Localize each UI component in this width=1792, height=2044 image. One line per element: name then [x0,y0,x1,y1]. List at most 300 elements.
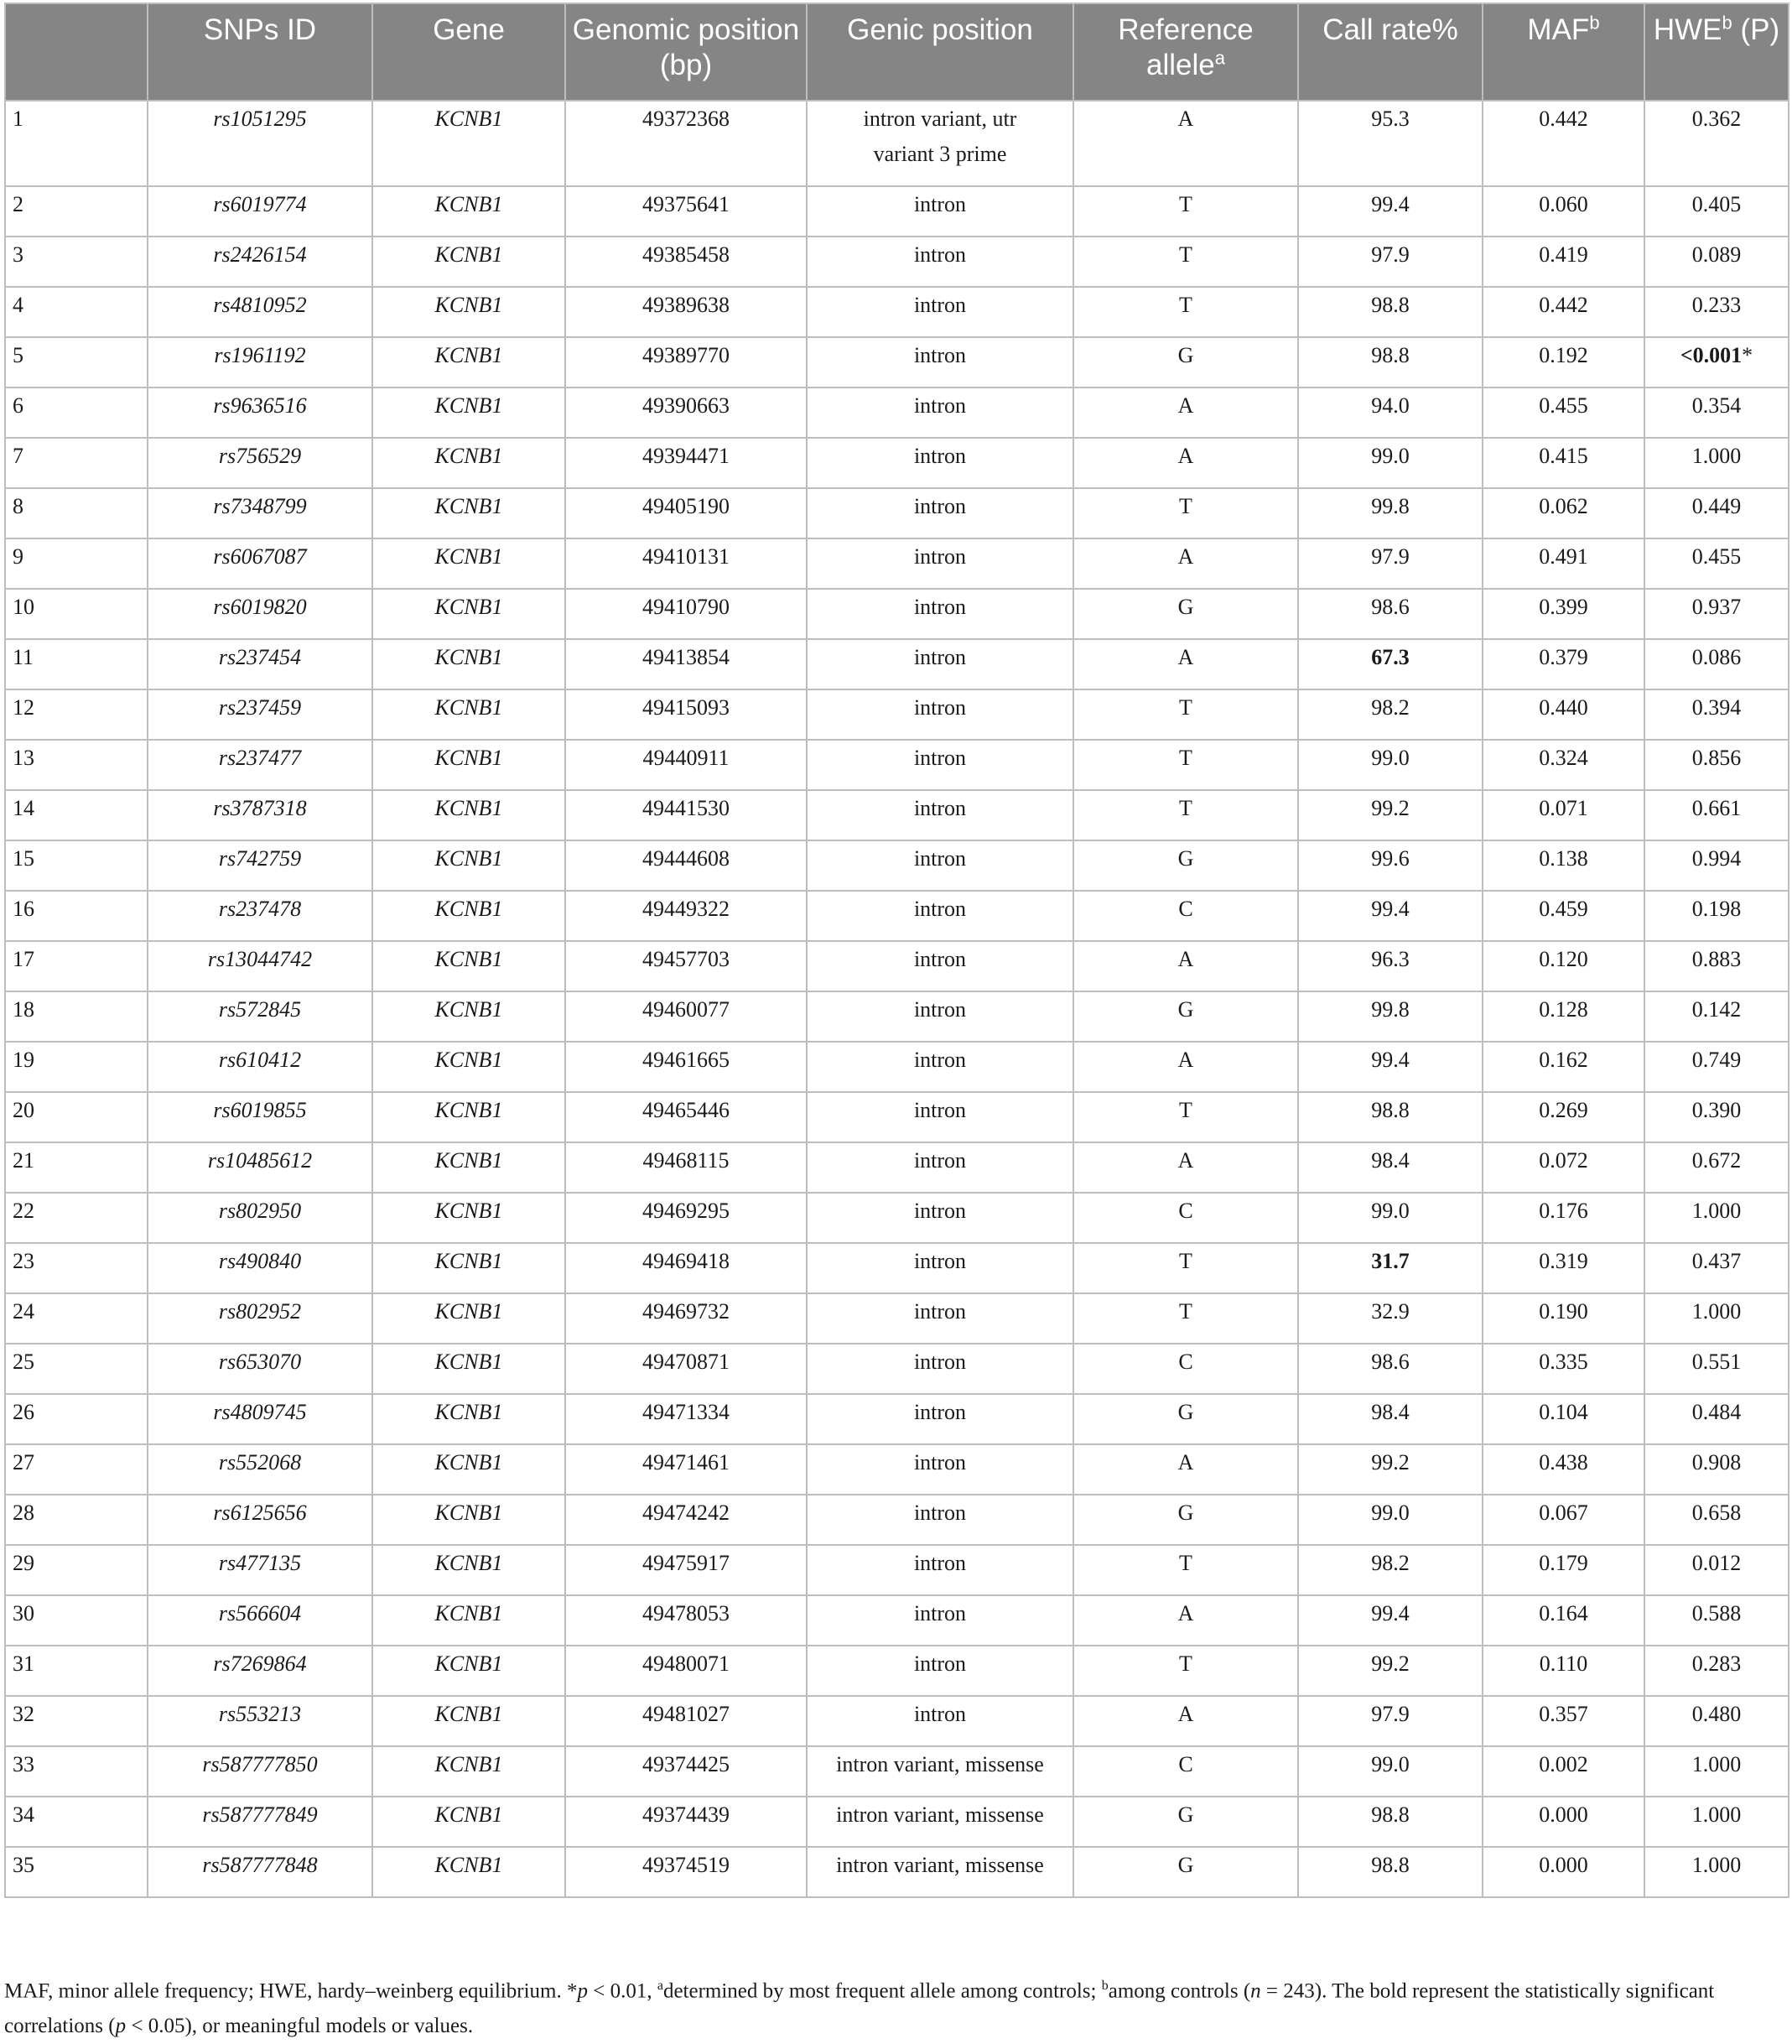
row-index: 18 [5,991,148,1042]
reference-allele: C [1073,1344,1298,1394]
genomic-position: 49469732 [565,1293,807,1344]
hwe-value: 0.994 [1644,840,1789,891]
hwe-value: 0.856 [1644,740,1789,790]
header-snps-id [148,3,372,101]
row-index: 5 [5,337,148,387]
call-rate: 99.8 [1298,991,1483,1042]
hwe-value: 0.937 [1644,589,1789,639]
snp-id: rs4810952 [148,287,372,337]
maf-value: 0.379 [1483,639,1644,689]
reference-allele: G [1073,1797,1298,1847]
hwe-value: 0.661 [1644,790,1789,840]
genomic-position: 49410131 [565,538,807,589]
hwe-value: 0.551 [1644,1344,1789,1394]
maf-value: 0.060 [1483,186,1644,237]
call-rate: 98.6 [1298,589,1483,639]
genic-position: intron variant, missense [807,1746,1073,1797]
snp-id: rs7348799 [148,488,372,538]
maf-value: 0.071 [1483,790,1644,840]
footnote-text: among controls ( [1108,1979,1251,2003]
genomic-position: 49461665 [565,1042,807,1092]
table-row [5,1646,1789,1696]
genic-position: intron [807,1042,1073,1092]
snp-table [4,3,1789,1898]
call-rate: 99.2 [1298,1444,1483,1495]
hwe-value: 0.658 [1644,1495,1789,1545]
row-index: 12 [5,689,148,740]
maf-value: 0.459 [1483,891,1644,941]
reference-allele: A [1073,639,1298,689]
gene-name: KCNB1 [372,1444,565,1495]
reference-allele: T [1073,186,1298,237]
header-label: SNPs ID [203,13,317,46]
footnote-text: = 243). The bold represent the statistically significant correlations ( [4,1979,1715,2038]
snp-id: rs3787318 [148,790,372,840]
footnote-text: MAF, minor allele frequency; HWE, hardy–weinberg equilibrium. * [4,1979,578,2003]
snp-id: rs6019855 [148,1092,372,1142]
gene-name: KCNB1 [372,287,565,337]
genomic-position: 49389638 [565,287,807,337]
row-index: 4 [5,287,148,337]
genic-position: intron [807,991,1073,1042]
row-index: 19 [5,1042,148,1092]
maf-value: 0.120 [1483,941,1644,991]
snp-id: rs237454 [148,639,372,689]
header-label: Genic position [847,13,1033,46]
maf-value: 0.000 [1483,1847,1644,1897]
reference-allele: A [1073,538,1298,589]
genic-position: intron [807,1696,1073,1746]
call-rate: 98.8 [1298,287,1483,337]
header-label: Call rate% [1322,13,1458,46]
row-index: 2 [5,186,148,237]
row-index: 10 [5,589,148,639]
snp-id: rs477135 [148,1545,372,1595]
table-row [5,1495,1789,1545]
call-rate: 98.8 [1298,337,1483,387]
call-rate: 98.8 [1298,1092,1483,1142]
gene-name: KCNB1 [372,438,565,488]
maf-value: 0.419 [1483,237,1644,287]
header-label: HWE [1653,13,1722,46]
row-index: 22 [5,1193,148,1243]
genic-position: intron [807,1243,1073,1293]
hwe-value: 0.283 [1644,1646,1789,1696]
gene-name: KCNB1 [372,1495,565,1545]
maf-value: 0.491 [1483,538,1644,589]
hwe-value: 0.672 [1644,1142,1789,1193]
significant-value: <0.001 [1680,343,1743,367]
table-row [5,488,1789,538]
reference-allele: T [1073,689,1298,740]
genic-position: intron variant, missense [807,1797,1073,1847]
maf-value: 0.128 [1483,991,1644,1042]
genomic-position: 49385458 [565,237,807,287]
table-row [5,438,1789,488]
row-index: 1 [5,101,148,186]
maf-value: 0.062 [1483,488,1644,538]
reference-allele: A [1073,1595,1298,1646]
hwe-value: 0.086 [1644,639,1789,689]
table-row [5,991,1789,1042]
table-row [5,1394,1789,1444]
row-index: 29 [5,1545,148,1595]
header-genic-position [807,3,1073,101]
reference-allele: G [1073,337,1298,387]
reference-allele: G [1073,991,1298,1042]
snp-id: rs610412 [148,1042,372,1092]
hwe-value: 0.588 [1644,1595,1789,1646]
call-rate: 98.6 [1298,1344,1483,1394]
gene-name: KCNB1 [372,488,565,538]
snp-id: rs6019820 [148,589,372,639]
maf-value: 0.176 [1483,1193,1644,1243]
row-index: 31 [5,1646,148,1696]
table-row [5,740,1789,790]
genomic-position: 49468115 [565,1142,807,1193]
reference-allele: T [1073,1545,1298,1595]
snp-id: rs6067087 [148,538,372,589]
snp-id: rs756529 [148,438,372,488]
header-superscript: b [1722,12,1732,34]
genomic-position: 49390663 [565,387,807,438]
table-row [5,538,1789,589]
hwe-value: 0.142 [1644,991,1789,1042]
reference-allele: T [1073,287,1298,337]
call-rate: 97.9 [1298,538,1483,589]
genomic-position: 49471461 [565,1444,807,1495]
genomic-position: 49394471 [565,438,807,488]
gene-name: KCNB1 [372,1595,565,1646]
row-index: 23 [5,1243,148,1293]
reference-allele: T [1073,740,1298,790]
maf-value: 0.162 [1483,1042,1644,1092]
reference-allele: T [1073,790,1298,840]
table-row [5,840,1789,891]
table-row [5,387,1789,438]
footnote-p-symbol: p [577,1979,588,2003]
header-maf [1483,3,1644,101]
genic-position: intron [807,740,1073,790]
table-row [5,1092,1789,1142]
table-body [5,101,1789,1897]
table-row [5,1595,1789,1646]
call-rate: 99.6 [1298,840,1483,891]
hwe-value: 0.390 [1644,1092,1789,1142]
table-row [5,337,1789,387]
reference-allele: A [1073,438,1298,488]
genic-position: intron variant, utr variant 3 prime [807,101,1073,186]
call-rate: 99.2 [1298,790,1483,840]
row-index: 21 [5,1142,148,1193]
table-row [5,1193,1789,1243]
gene-name: KCNB1 [372,1092,565,1142]
hwe-value: 0.354 [1644,387,1789,438]
call-rate: 99.2 [1298,1646,1483,1696]
table-row [5,1847,1789,1897]
snp-id: rs2426154 [148,237,372,287]
reference-allele: C [1073,1746,1298,1797]
gene-name: KCNB1 [372,237,565,287]
gene-name: KCNB1 [372,941,565,991]
gene-name: KCNB1 [372,891,565,941]
call-rate: 99.0 [1298,740,1483,790]
call-rate: 99.0 [1298,438,1483,488]
snp-id: rs572845 [148,991,372,1042]
snp-id: rs1051295 [148,101,372,186]
maf-value: 0.192 [1483,337,1644,387]
significance-marker: * [1742,343,1753,367]
genomic-position: 49415093 [565,689,807,740]
table-row [5,790,1789,840]
genomic-position: 49457703 [565,941,807,991]
call-rate: 32.9 [1298,1293,1483,1344]
row-index: 26 [5,1394,148,1444]
call-rate: 99.0 [1298,1495,1483,1545]
hwe-value: 0.362 [1644,101,1789,186]
snp-id: rs6019774 [148,186,372,237]
genic-position: intron [807,790,1073,840]
snp-id: rs10485612 [148,1142,372,1193]
reference-allele: G [1073,1847,1298,1897]
row-index: 6 [5,387,148,438]
maf-value: 0.138 [1483,840,1644,891]
snp-id: rs587777848 [148,1847,372,1897]
genic-position: intron [807,1545,1073,1595]
hwe-value: 0.749 [1644,1042,1789,1092]
maf-value: 0.399 [1483,589,1644,639]
reference-allele: T [1073,1646,1298,1696]
footnote-text: < 0.01, [587,1979,657,2003]
header-superscript: a [1214,47,1225,69]
genic-position: intron [807,1495,1073,1545]
call-rate: 95.3 [1298,101,1483,186]
snp-id: rs9636516 [148,387,372,438]
gene-name: KCNB1 [372,1344,565,1394]
snp-id: rs587777850 [148,1746,372,1797]
gene-name: KCNB1 [372,689,565,740]
table-row [5,237,1789,287]
reference-allele: C [1073,1193,1298,1243]
snp-id: rs742759 [148,840,372,891]
gene-name: KCNB1 [372,186,565,237]
hwe-value: 0.089 [1644,237,1789,287]
row-index: 32 [5,1696,148,1746]
hwe-value: 0.394 [1644,689,1789,740]
hwe-value: 0.908 [1644,1444,1789,1495]
table-row [5,689,1789,740]
genic-position: intron [807,186,1073,237]
row-index: 13 [5,740,148,790]
hwe-value: 0.233 [1644,287,1789,337]
call-rate: 98.8 [1298,1797,1483,1847]
hwe-value: 0.198 [1644,891,1789,941]
footnote-p-symbol: p [115,2015,127,2038]
gene-name: KCNB1 [372,337,565,387]
genomic-position: 49374519 [565,1847,807,1897]
genic-position: intron [807,488,1073,538]
gene-name: KCNB1 [372,740,565,790]
table-row [5,1696,1789,1746]
hwe-value: 0.449 [1644,488,1789,538]
genomic-position: 49441530 [565,790,807,840]
row-index: 16 [5,891,148,941]
call-rate: 98.8 [1298,1847,1483,1897]
maf-value: 0.440 [1483,689,1644,740]
genic-position: intron [807,941,1073,991]
genic-position: intron [807,1344,1073,1394]
maf-value: 0.415 [1483,438,1644,488]
snp-id: rs490840 [148,1243,372,1293]
header-row [5,3,1789,101]
row-index: 24 [5,1293,148,1344]
table-row [5,1797,1789,1847]
hwe-value: 0.484 [1644,1394,1789,1444]
call-rate: 97.9 [1298,1696,1483,1746]
snp-id: rs802950 [148,1193,372,1243]
table-row [5,1444,1789,1495]
header-index [5,3,148,101]
table-footnote [4,1969,1788,2044]
snp-id: rs1961192 [148,337,372,387]
reference-allele: A [1073,1142,1298,1193]
header-suffix: (P) [1732,13,1780,46]
maf-value: 0.357 [1483,1696,1644,1746]
footnote-sup-b: b [1101,1979,1109,1993]
maf-value: 0.000 [1483,1797,1644,1847]
hwe-value: 1.000 [1644,1847,1789,1897]
reference-allele: C [1073,891,1298,941]
table-row [5,1243,1789,1293]
table-row [5,1545,1789,1595]
genic-position: intron variant, missense [807,1847,1073,1897]
maf-value: 0.438 [1483,1444,1644,1495]
reference-allele: A [1073,941,1298,991]
hwe-value: 1.000 [1644,1797,1789,1847]
hwe-value: 0.405 [1644,186,1789,237]
row-index: 33 [5,1746,148,1797]
row-index: 35 [5,1847,148,1897]
snp-id: rs4809745 [148,1394,372,1444]
gene-name: KCNB1 [372,1847,565,1897]
row-index: 30 [5,1595,148,1646]
genomic-position: 49460077 [565,991,807,1042]
reference-allele: A [1073,1444,1298,1495]
gene-name: KCNB1 [372,1293,565,1344]
genomic-position: 49410790 [565,589,807,639]
reference-allele: G [1073,840,1298,891]
maf-value: 0.104 [1483,1394,1644,1444]
table-row [5,1042,1789,1092]
gene-name: KCNB1 [372,1646,565,1696]
call-rate: 99.0 [1298,1746,1483,1797]
gene-name: KCNB1 [372,589,565,639]
snp-id: rs587777849 [148,1797,372,1847]
genomic-position: 49372368 [565,101,807,186]
gene-name: KCNB1 [372,1193,565,1243]
call-rate: 99.4 [1298,891,1483,941]
genic-position: intron [807,1092,1073,1142]
gene-name: KCNB1 [372,790,565,840]
row-index: 7 [5,438,148,488]
genomic-position: 49469418 [565,1243,807,1293]
header-call-rate [1298,3,1483,101]
row-index: 3 [5,237,148,287]
gene-name: KCNB1 [372,101,565,186]
maf-value: 0.442 [1483,287,1644,337]
reference-allele: A [1073,101,1298,186]
snp-id: rs553213 [148,1696,372,1746]
call-rate: 99.4 [1298,1042,1483,1092]
header-label: MAF [1527,13,1590,46]
row-index: 17 [5,941,148,991]
genomic-position: 49413854 [565,639,807,689]
gene-name: KCNB1 [372,1545,565,1595]
genic-position: intron [807,1394,1073,1444]
maf-value: 0.335 [1483,1344,1644,1394]
maf-value: 0.002 [1483,1746,1644,1797]
row-index: 20 [5,1092,148,1142]
table-row [5,101,1789,186]
header-reference-allele [1073,3,1298,101]
call-rate: 98.4 [1298,1394,1483,1444]
table-row [5,1746,1789,1797]
snp-id: rs6125656 [148,1495,372,1545]
genic-position: intron [807,1293,1073,1344]
genomic-position: 49478053 [565,1595,807,1646]
genomic-position: 49389770 [565,337,807,387]
genic-position: intron [807,287,1073,337]
table-row [5,1293,1789,1344]
header-hwe [1644,3,1789,101]
header-genomic-position [565,3,807,101]
snp-id: rs237477 [148,740,372,790]
genic-position: intron [807,237,1073,287]
hwe-value: 0.883 [1644,941,1789,991]
row-index: 15 [5,840,148,891]
table-row [5,589,1789,639]
maf-value: 0.179 [1483,1545,1644,1595]
call-rate: 98.2 [1298,1545,1483,1595]
genic-position: intron [807,589,1073,639]
table-row [5,1344,1789,1394]
maf-value: 0.190 [1483,1293,1644,1344]
genic-position: intron [807,337,1073,387]
hwe-value [1644,337,1789,387]
reference-allele: A [1073,387,1298,438]
header-label: Gene [433,13,505,46]
footnote-text: determined by most frequent allele among controls; [662,1979,1102,2003]
hwe-value: 1.000 [1644,1193,1789,1243]
gene-name: KCNB1 [372,991,565,1042]
snp-id: rs653070 [148,1344,372,1394]
reference-allele: G [1073,589,1298,639]
row-index: 9 [5,538,148,589]
gene-name: KCNB1 [372,840,565,891]
genomic-position: 49474242 [565,1495,807,1545]
genic-position: intron [807,387,1073,438]
genomic-position: 49470871 [565,1344,807,1394]
hwe-value: 1.000 [1644,1293,1789,1344]
hwe-value: 1.000 [1644,438,1789,488]
call-rate: 67.3 [1298,639,1483,689]
genic-position: intron [807,1193,1073,1243]
row-index: 27 [5,1444,148,1495]
snp-id: rs802952 [148,1293,372,1344]
table-header [5,3,1789,101]
snp-id: rs13044742 [148,941,372,991]
snp-id: rs237478 [148,891,372,941]
